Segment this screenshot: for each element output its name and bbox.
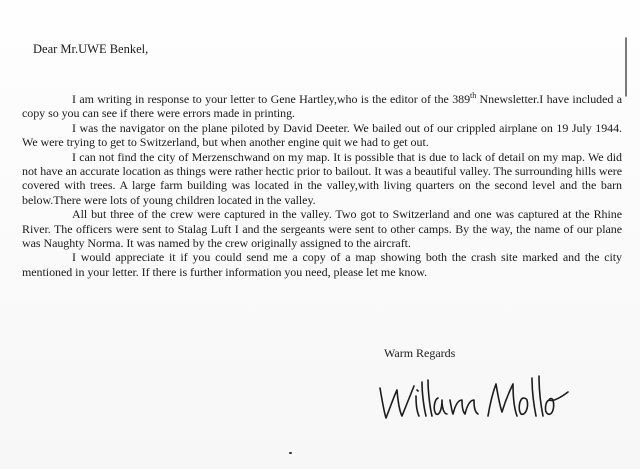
ordinal-suffix: th (470, 91, 477, 100)
paragraph-4: All but three of the crew were captured in the valley. Two got to Switzerland and one was captured at the Rhine River. The officers were sent to Stalag Luft I and the sergeants were sent to other camps. By the way, the name of our plane was Naughty Norma. It was named by the crew originally assigned to the aircraft. (22, 207, 622, 251)
handwritten-signature (372, 352, 577, 432)
margin-mark (624, 36, 629, 98)
paragraph-1-text-continued: Nnewsletter.I have included a copy so you can see if there were errors made in printing. (22, 92, 622, 121)
closing: Warm Regards (384, 346, 456, 360)
paragraph-2: I was the navigator on the plane piloted by David Deeter. We bailed out of our crippled airplane on 19 July 1944. We were trying to get to Switzerland, but when another engine quit we had to get out. (22, 120, 622, 150)
paragraph-1 (22, 92, 622, 121)
paragraph-5: I would appreciate it if you could send me a copy of a map showing both the crash site marked and the city mentioned in your letter. If there is further information you need, please let me know. (22, 250, 622, 279)
salutation: Dear Mr.UWE Benkel, (33, 42, 149, 56)
letter-body (22, 92, 622, 279)
stray-mark (289, 452, 292, 454)
paragraph-1-text: I am writing in response to your letter to Gene Hartley,who is the editor of the 389 (72, 92, 471, 106)
paragraph-3: I can not find the city of Merzenschwand on my map. It is possible that is due to lack of detail on my map. We did not have an accurate location as things were rather hectic prior to bailout. It was a beautiful valley. The surrounding hills were covered with trees. A large farm building was located in the valley,with living quarters on the second level and the barn below.There were lots of young children located in the valley. (22, 149, 622, 207)
